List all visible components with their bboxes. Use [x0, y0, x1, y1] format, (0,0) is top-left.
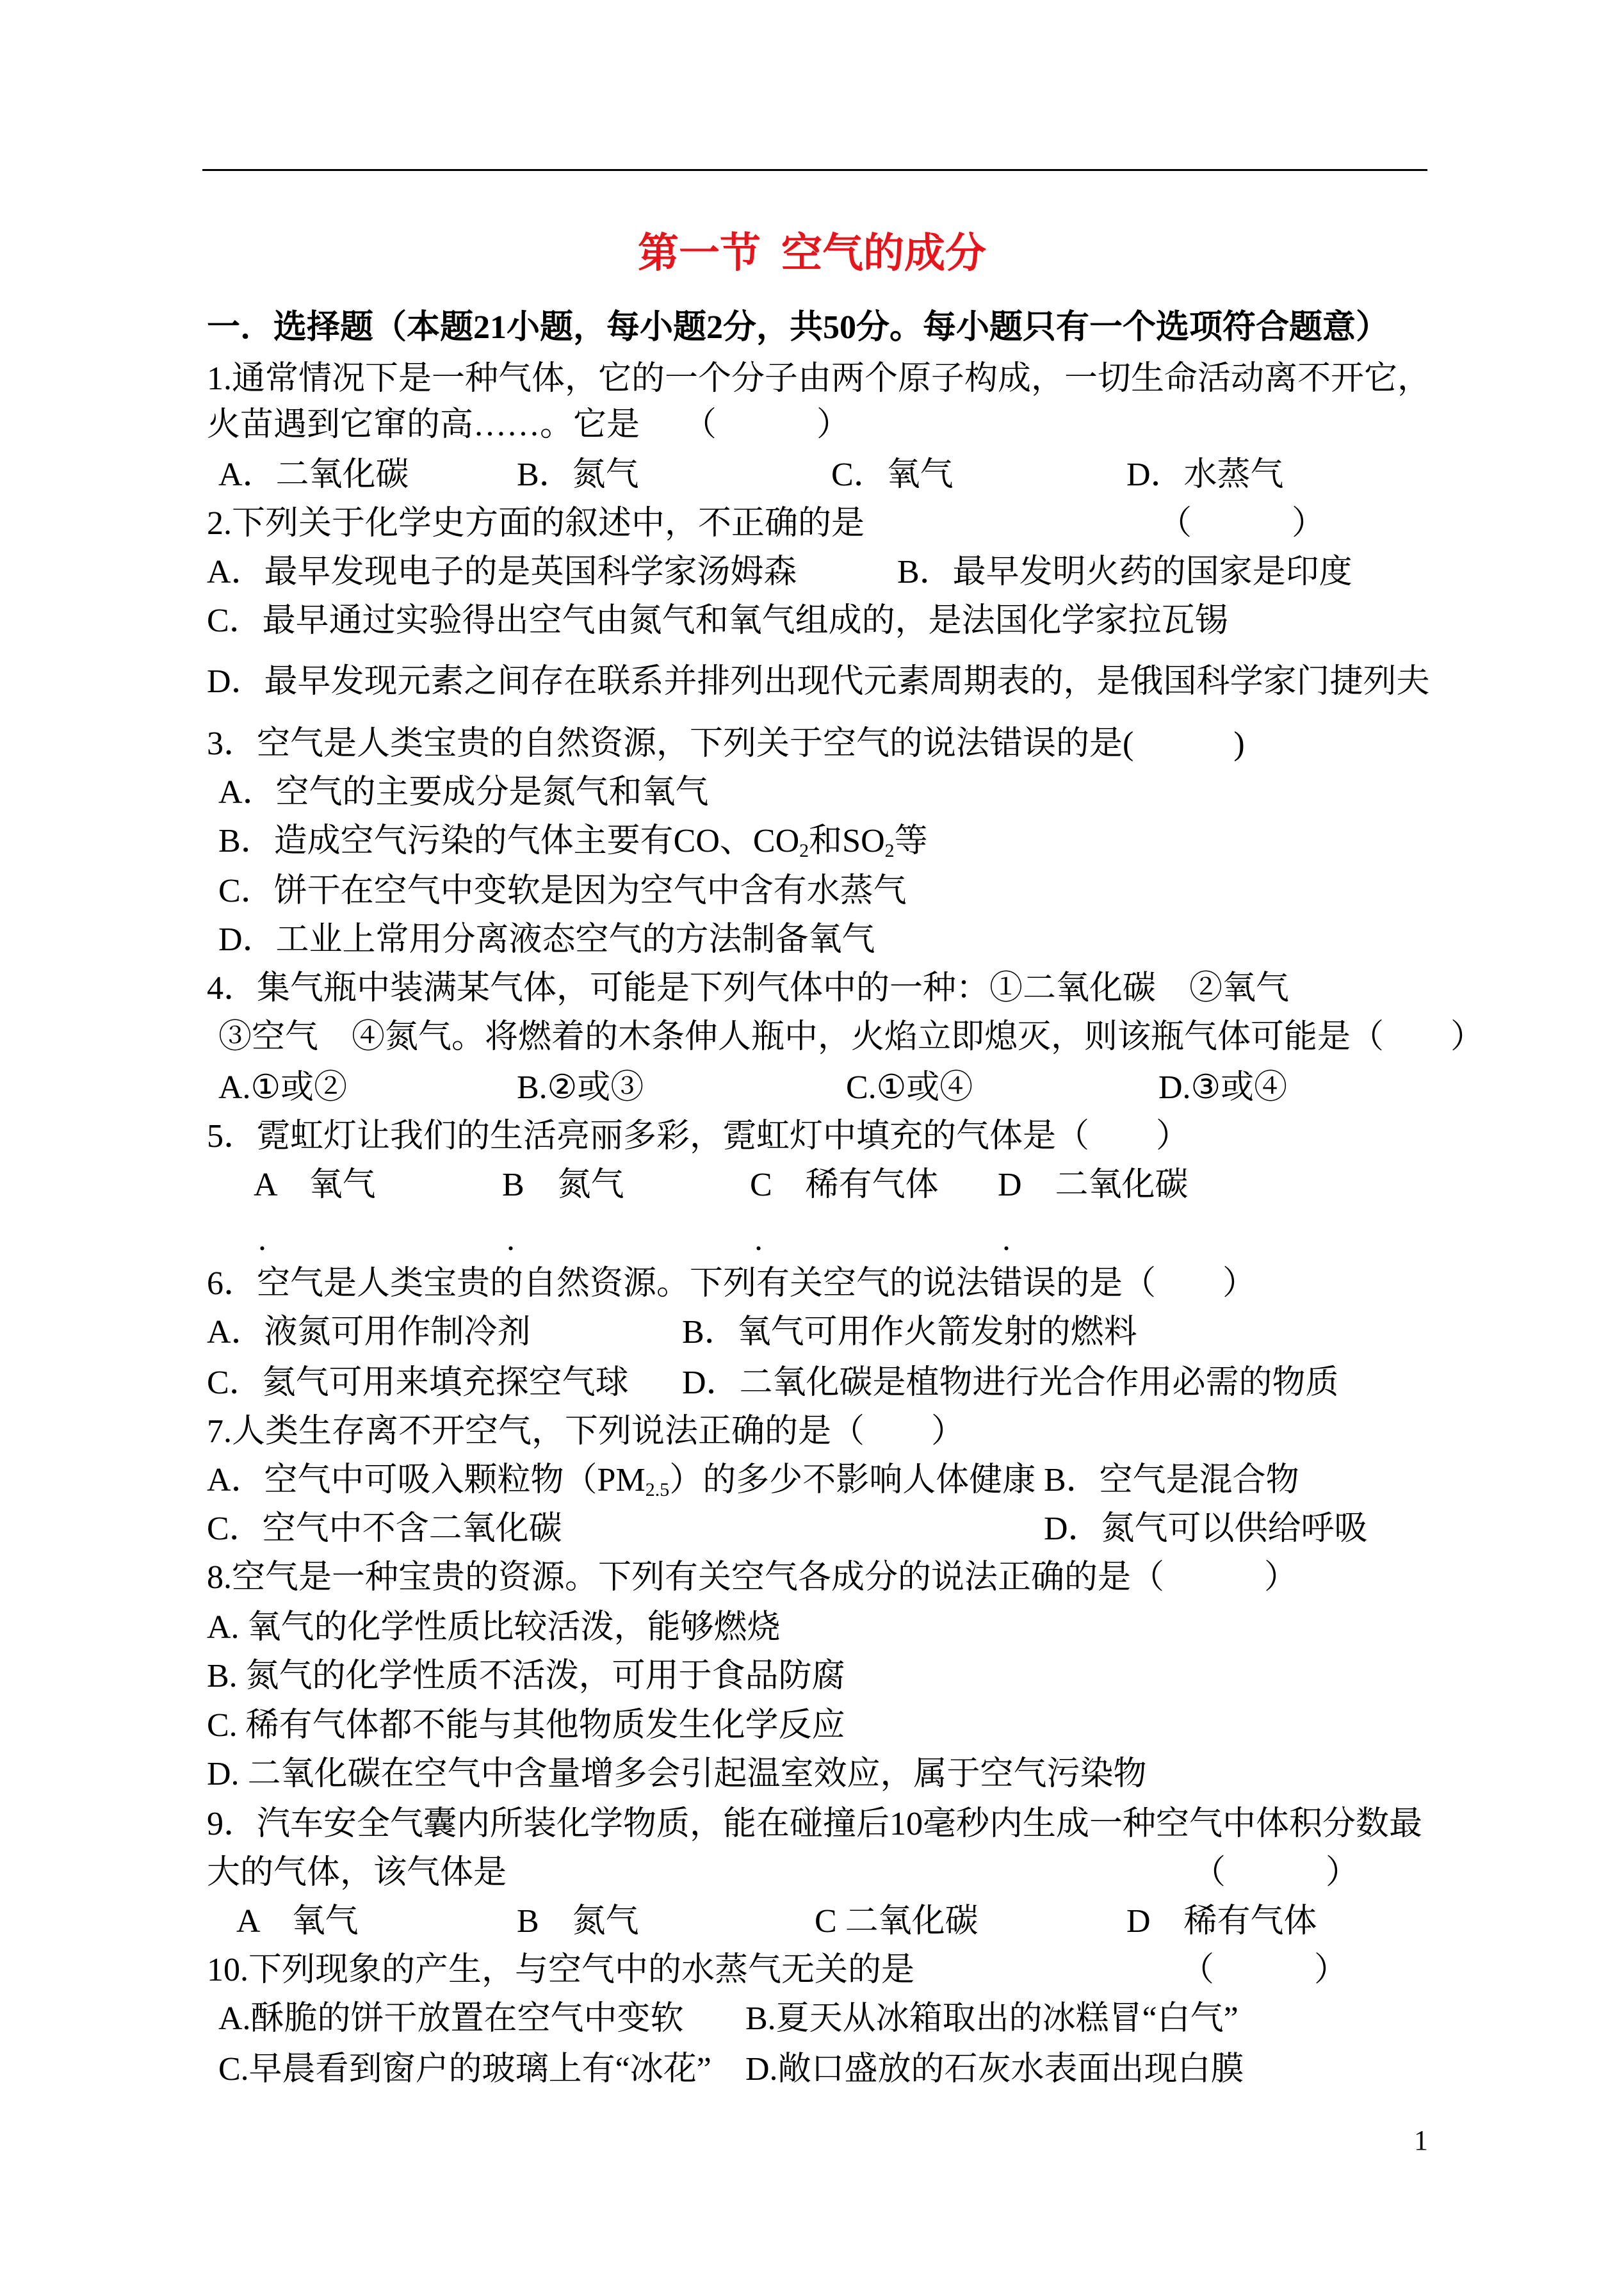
question-6-options-row-2 [207, 1364, 1339, 1402]
option-text: 和SO [809, 823, 885, 859]
question-8-option-d: D. 二氧化碳在空气中含量增多会引起温室效应，属于空气污染物 [207, 1756, 1147, 1792]
question-2-options-row-1 [207, 553, 1352, 592]
option-text: A．空气中可吸入颗粒物（PM [207, 1462, 646, 1498]
option-text: B．造成空气污染的气体主要有CO、CO [218, 823, 800, 859]
question-1-option-a: A．二氧化碳 [218, 457, 409, 493]
question-6-option-d: D．二氧化碳是植物进行光合作用必需的物质 [682, 1365, 1339, 1401]
question-2-option-c: C．最早通过实验得出空气由氮气和氧气组成的，是法国化学家拉瓦锡 [207, 603, 1228, 639]
question-3-option-a: A．空气的主要成分是氮气和氧气 [218, 774, 709, 811]
question-10-option-b: B.夏天从冰箱取出的冰糕冒“白气” [745, 2000, 1238, 2037]
question-9-stem-line-1: 9．汽车安全气囊内所装化学物质，能在碰撞后10毫秒内生成一种空气中体积分数最 [207, 1806, 1423, 1842]
question-4-stem-line-1: 4．集气瓶中装满某气体，可能是下列气体中的一种：①二氧化碳 ②氧气 [207, 970, 1290, 1007]
question-10-options-row-2 [218, 2050, 1244, 2089]
question-6-option-c: C．氦气可用来填充探空气球 [207, 1365, 629, 1401]
question-2-option-d: D．最早发现元素之间存在联系并排列出现代元素周期表的，是俄国科学家门捷列夫 [207, 663, 1430, 700]
question-7-options-row-2 [207, 1510, 1368, 1548]
question-1-stem-line-1: 1.通常情况下是一种气体，它的一个分子由两个原子构成，一切生命活动离不开它， [207, 361, 1431, 397]
question-6-stem: 6．空气是人类宝贵的自然资源。下列有关空气的说法错误的是（ ） [207, 1265, 1256, 1302]
question-4-option-a: A.①或② [218, 1069, 348, 1106]
question-5-option-c: C 稀有气体 [750, 1167, 939, 1203]
question-1-option-b: B．氮气 [517, 457, 639, 493]
question-9-option-b: B 氮气 [517, 1903, 639, 1940]
question-8-option-b: B. 氮气的化学性质不活泼，可用于食品防腐 [207, 1658, 845, 1694]
question-6-options-row-1 [207, 1313, 1137, 1352]
question-5-option-b: B 氮气 [502, 1167, 624, 1203]
question-7-option-c: C．空气中不含二氧化碳 [207, 1511, 562, 1547]
question-2-option-b: B．最早发明火药的国家是印度 [897, 554, 1352, 590]
question-2-option-a: A．最早发现电子的是英国科学家汤姆森 [207, 554, 797, 590]
question-3-option-d: D．工业上常用分离液态空气的方法制备氧气 [218, 921, 875, 958]
question-9-answer-blank: （ ） [1192, 1854, 1360, 1891]
question-6-option-a: A．液氮可用作制冷剂 [207, 1314, 531, 1350]
subscript: 2.5 [645, 1479, 670, 1500]
question-5-option-dot: . [754, 1221, 763, 1258]
question-3-option-c: C．饼干在空气中变软是因为空气中含有水蒸气 [218, 873, 907, 909]
subscript: 2 [799, 840, 809, 861]
question-3-stem: 3．空气是人类宝贵的自然资源，下列关于空气的说法错误的是( ) [207, 726, 1245, 762]
question-9-option-a: A 氧气 [236, 1903, 359, 1940]
question-9-option-d: D 稀有气体 [1126, 1903, 1317, 1940]
option-text: ）的多少不影响人体健康 [669, 1462, 1036, 1498]
question-1-stem-line-2: 火苗遇到它窜的高……。它是 [207, 407, 640, 443]
question-10-option-d: D.敞口盛放的石灰水表面出现白膜 [745, 2051, 1244, 2088]
question-10-option-a: A.酥脆的饼干放置在空气中变软 [218, 2000, 684, 2037]
question-5-option-dot: . [1002, 1221, 1011, 1258]
question-4-option-d: D.③或④ [1158, 1069, 1288, 1106]
question-7-options-row-1 [207, 1461, 1299, 1500]
option-text: 等 [894, 823, 928, 859]
question-1-option-d: D．水蒸气 [1126, 457, 1284, 493]
question-5-option-dot: . [507, 1221, 515, 1258]
page-title: 第一节 空气的成分 [638, 231, 986, 276]
page-number: 1 [1414, 2125, 1428, 2156]
question-4-stem-line-2: ③空气 ④氮气。将燃着的木条伸人瓶中，火焰立即熄灭，则该瓶气体可能是（ ） [218, 1019, 1484, 1055]
section-heading: 一．选择题（本题21小题，每小题2分，共50分。每小题只有一个选项符合题意） [207, 309, 1390, 346]
question-7-option-a [207, 1461, 1044, 1500]
question-2-answer-blank: （ ） [1158, 505, 1326, 542]
question-10-answer-blank: （ ） [1181, 1952, 1348, 1988]
question-9-stem-line-2: 大的气体，该气体是 [207, 1854, 507, 1891]
question-5-stem: 5．霓虹灯让我们的生活亮丽多彩，霓虹灯中填充的气体是（ ） [207, 1118, 1190, 1155]
question-5-option-d: D 二氧化碳 [998, 1167, 1189, 1203]
question-2-stem: 2.下列关于化学史方面的叙述中，不正确的是 [207, 505, 865, 542]
question-7-option-b: B．空气是混合物 [1044, 1462, 1299, 1498]
question-3-option-b [218, 822, 928, 861]
question-6-option-b: B．氧气可用作火箭发射的燃料 [682, 1314, 1137, 1350]
header-rule [202, 169, 1427, 171]
question-8-option-a: A. 氧气的化学性质比较活泼，能够燃烧 [207, 1609, 781, 1646]
question-10-options-row-1 [218, 2000, 1238, 2038]
question-8-option-c: C. 稀有气体都不能与其他物质发生化学反应 [207, 1707, 845, 1744]
question-4-option-c: C.①或④ [846, 1069, 973, 1106]
question-1-option-c: C．氧气 [831, 457, 954, 493]
question-7-option-d: D．氮气可以供给呼吸 [1044, 1511, 1368, 1547]
question-4-option-b: B.②或③ [517, 1069, 644, 1106]
question-9-option-c: C 二氧化碳 [815, 1903, 978, 1940]
question-5-option-a: A 氧气 [254, 1167, 376, 1203]
subscript: 2 [884, 840, 895, 861]
question-1-answer-blank: （ ） [683, 407, 850, 443]
question-7-stem: 7.人类生存离不开空气，下列说法正确的是（ ） [207, 1413, 965, 1450]
question-10-option-c: C.早晨看到窗户的玻璃上有“冰花” [218, 2051, 711, 2088]
question-5-option-dot: . [258, 1221, 266, 1258]
question-10-stem: 10.下列现象的产生，与空气中的水蒸气无关的是 [207, 1952, 915, 1988]
question-8-stem: 8.空气是一种宝贵的资源。下列有关空气各成分的说法正确的是（ ） [207, 1559, 1298, 1596]
